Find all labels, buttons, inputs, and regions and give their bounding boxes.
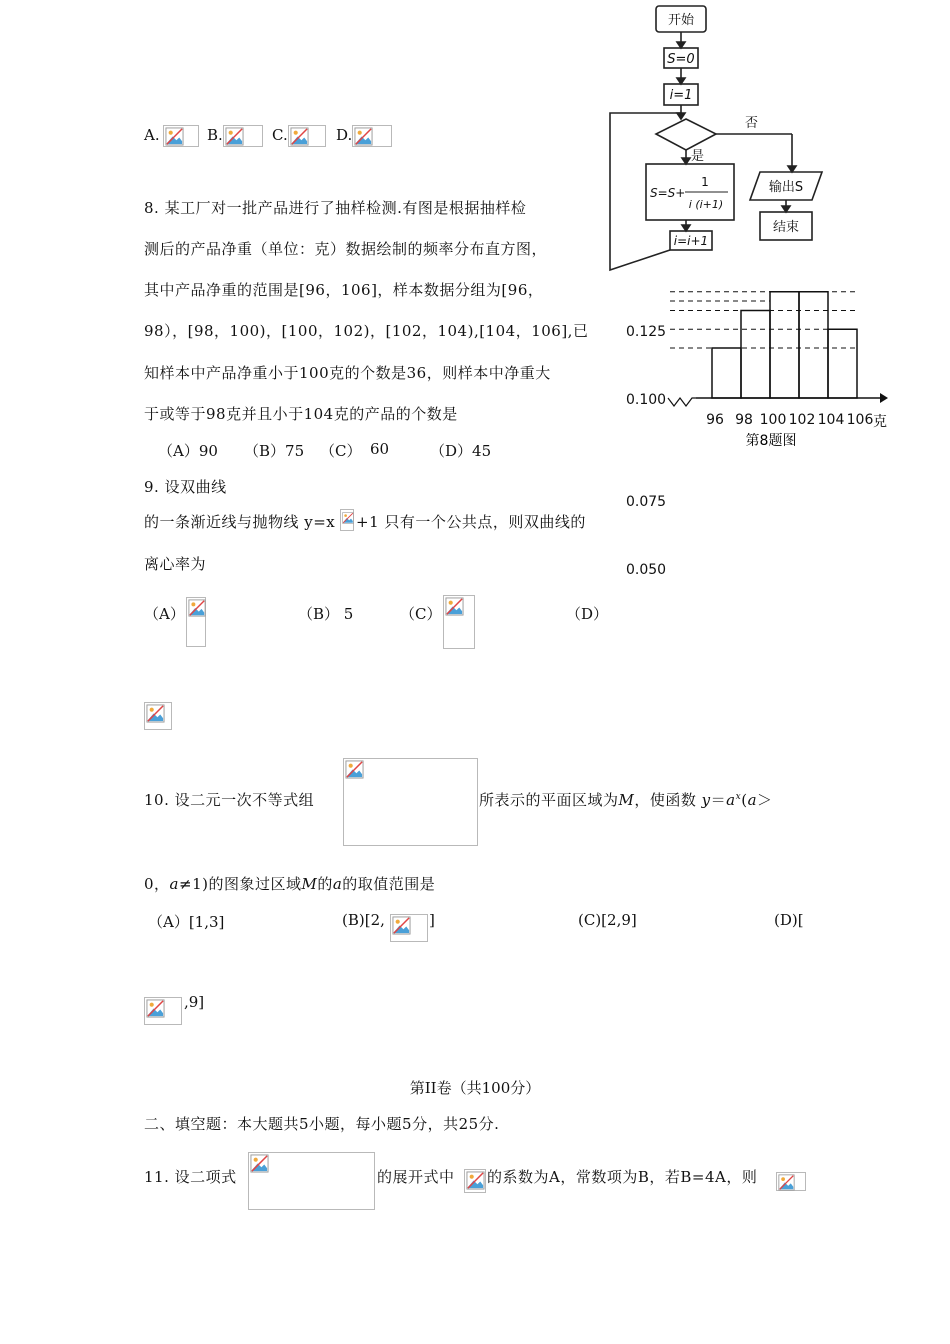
section-2-title: 第II卷（共100分） <box>409 1079 541 1097</box>
q10-line2-var-a2: a <box>332 875 343 893</box>
broken-image-icon <box>225 127 244 146</box>
q10-line2-text-c: 的 <box>317 875 333 893</box>
q10-suffix-text-a: 所表示的平面区域为 <box>479 791 619 809</box>
histogram-x-ticks <box>706 412 873 428</box>
histogram-bar <box>799 292 828 398</box>
q10-option-d-tail: ,9] <box>184 993 205 1011</box>
flow-frac-num: 1 <box>701 175 709 189</box>
flowchart <box>600 0 830 280</box>
flow-i1-label: i=1 <box>669 88 693 103</box>
q9-option-b: （B） 5 <box>298 605 354 623</box>
q7-option-c: C. <box>272 126 288 144</box>
q10-line2-text-a: 0， <box>144 875 170 893</box>
broken-image-icon <box>146 999 165 1018</box>
histogram-x-tick-label: 106 <box>846 412 874 428</box>
q11-mid: 的展开式中 <box>377 1168 455 1186</box>
q7-option-a: A. <box>144 126 160 144</box>
histogram-y-tick-label: 0.100 <box>626 392 667 408</box>
q11-prefix: 11. 设二项式 <box>144 1168 237 1186</box>
flow-output-label: 输出S <box>768 180 804 195</box>
flow-decision-diamond <box>656 119 716 150</box>
q10-option-d: (D)[ <box>774 911 804 929</box>
q9-option-a-image <box>186 597 206 647</box>
q7-option-b-image <box>223 125 263 147</box>
histogram-x-tick-label: 100 <box>759 412 787 428</box>
q10-line2-text-b: ≠1)的图象过区域 <box>179 875 302 893</box>
q10-option-d-image <box>144 997 182 1025</box>
histogram-x-tick-label: 98 <box>735 412 753 428</box>
q10-gt: ＞ <box>757 791 773 809</box>
q10-option-c: (C)[2,9] <box>578 911 637 929</box>
broken-image-icon <box>290 127 309 146</box>
q10-var-m: M <box>618 791 635 809</box>
q9-option-d: （D） <box>566 605 609 623</box>
q11-suffix: 的系数为A，常数项为B，若B=4A，则 <box>487 1168 758 1186</box>
histogram-y-ticks <box>626 324 666 578</box>
broken-image-icon <box>392 916 411 935</box>
q7-option-a-image <box>163 125 199 147</box>
q9-option-c: （C） <box>400 605 442 623</box>
q8-line-2: 测后的产品净重（单位：克）数据绘制的频率分布直方图， <box>144 240 548 258</box>
broken-image-icon <box>342 511 354 525</box>
flow-no-label: 否 <box>745 116 759 131</box>
histogram-axis-break <box>668 398 696 406</box>
histogram-x-label: 克 <box>873 414 887 430</box>
q10-option-b-post: ] <box>429 911 435 929</box>
flow-frac-den: i (i+1) <box>688 198 724 211</box>
q9-exponent-image <box>340 509 354 531</box>
q10-equals: ＝ <box>710 791 727 809</box>
q11-binomial-image <box>248 1152 375 1210</box>
q9-option-c-image <box>443 595 475 649</box>
q8-line-3: 其中产品净重的范围是[96，106]，样本数据分组为[96， <box>144 281 544 299</box>
q8-option-c: （C） <box>320 442 362 460</box>
q9-line-1: 9. 设双曲线 <box>144 478 227 496</box>
histogram-x-arrow <box>880 393 888 403</box>
q10-var-a2: a <box>747 791 758 809</box>
q10-prefix: 10. 设二元一次不等式组 <box>144 791 315 809</box>
q9-option-a: （A） <box>144 605 185 623</box>
q10-var-a: a <box>726 791 736 809</box>
histogram-bar <box>828 329 857 398</box>
broken-image-icon <box>146 704 165 723</box>
q11-answer-image <box>776 1172 806 1191</box>
flow-start-label: 开始 <box>667 13 695 28</box>
histogram-y-tick-label: 0.125 <box>626 324 667 340</box>
histogram-chart <box>600 280 900 600</box>
q7-option-b: B. <box>207 126 223 144</box>
broken-image-icon <box>778 1174 795 1191</box>
q8-line-1: 8. 某工厂对一批产品进行了抽样检测.有图是根据抽样检 <box>144 199 527 217</box>
q10-option-b-image <box>390 914 428 942</box>
q8-option-a: （A）90 <box>158 442 218 460</box>
broken-image-icon <box>354 127 373 146</box>
q10-line2-text-d: 的取值范围是 <box>342 875 436 893</box>
q8-line-5: 知样本中产品净重小于100克的个数是36，则样本中净重大 <box>144 364 551 382</box>
q10-suffix <box>479 789 773 810</box>
flow-inc-label: i=i+1 <box>673 234 709 248</box>
flow-update-s-label: S=S+ <box>650 186 686 200</box>
q8-option-b: （B）75 <box>244 442 305 460</box>
q9-option-d-image <box>144 702 172 730</box>
broken-image-icon <box>188 599 206 617</box>
q10-option-a: （A）[1,3] <box>148 913 225 931</box>
histogram-bars <box>712 292 857 398</box>
q10-var-y: y <box>701 791 711 809</box>
broken-image-icon <box>165 127 184 146</box>
q9-line-2b: +1 只有一个公共点，则双曲线的 <box>356 513 586 531</box>
histogram-caption: 第8题图 <box>745 433 797 449</box>
q9-line-2a: 的一条渐近线与抛物线 y=x <box>144 513 336 531</box>
q8-option-c-value: 60 <box>370 440 390 458</box>
histogram-bar <box>741 311 770 399</box>
q8-option-d: （D）45 <box>430 442 492 460</box>
flow-s0-label: S=0 <box>667 52 695 67</box>
flow-end-label: 结束 <box>772 220 800 235</box>
histogram-y-tick-label: 0.075 <box>626 494 667 510</box>
q10-var-x: x <box>735 792 742 802</box>
q10-line2-var-a: a <box>169 875 179 893</box>
section-2-heading: 二、填空题：本大题共5小题，每小题5分，共25分. <box>144 1115 500 1133</box>
broken-image-icon <box>345 760 364 779</box>
histogram-bar <box>712 348 741 398</box>
histogram-x-tick-label: 104 <box>817 412 845 428</box>
q10-option-b-pre: (B)[2, <box>342 911 385 929</box>
q7-option-d-image <box>352 125 392 147</box>
q7-option-d: D. <box>336 126 353 144</box>
q10-line2-var-m: M <box>301 875 318 893</box>
q8-line-6: 于或等于98克并且小于104克的产品的个数是 <box>144 405 458 423</box>
broken-image-icon <box>466 1171 485 1190</box>
q10-inequality-image <box>343 758 478 846</box>
q9-line-3: 离心率为 <box>144 555 207 573</box>
histogram-x-tick-label: 96 <box>706 412 724 428</box>
broken-image-icon <box>445 597 464 616</box>
q10-line-2 <box>144 873 435 894</box>
q10-suffix-text-b: ，使函数 <box>634 791 697 809</box>
q11-term-image <box>464 1169 486 1193</box>
histogram-y-tick-label: 0.050 <box>626 562 667 578</box>
histogram-bar <box>770 292 799 398</box>
q7-option-c-image <box>288 125 326 147</box>
q10-paren: ( <box>741 791 748 809</box>
q8-line-4: 98），[98，100)，[100，102)，[102，104),[104，106],已 <box>144 322 589 340</box>
broken-image-icon <box>250 1154 269 1173</box>
flow-yes-label: 是 <box>691 149 705 164</box>
histogram-x-tick-label: 102 <box>788 412 816 428</box>
